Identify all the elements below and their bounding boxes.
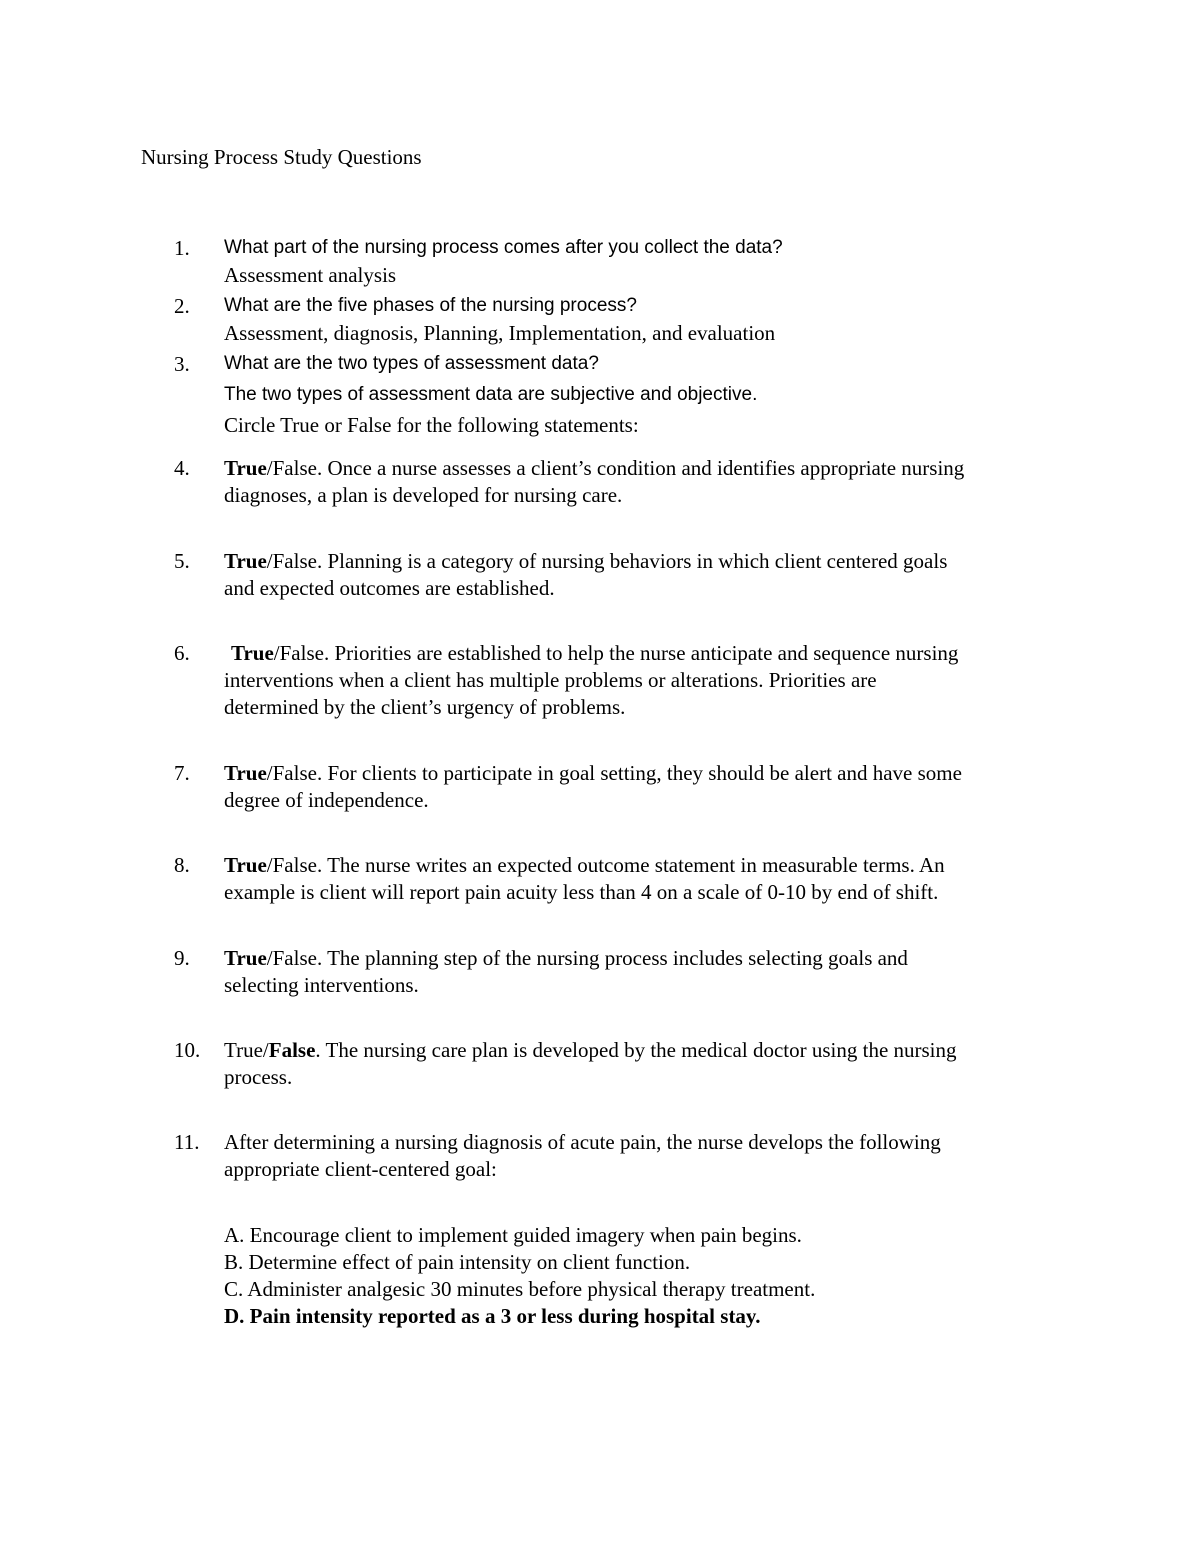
question-text: What part of the nursing process comes after you collect the data? — [224, 237, 783, 258]
statement-line — [224, 1037, 957, 1063]
question-number: 4. — [174, 456, 190, 480]
false-answer: False — [268, 1038, 316, 1062]
statement-line — [231, 640, 958, 666]
question-text: What are the five phases of the nursing process? — [224, 295, 637, 316]
statement-line: degree of independence. — [224, 788, 429, 812]
answer-text: Assessment, diagnosis, Planning, Implementation, and evaluation — [224, 321, 776, 345]
question-number: 11. — [174, 1130, 200, 1154]
question-number: 10. — [174, 1038, 201, 1062]
question-text: appropriate client-centered goal: — [224, 1157, 497, 1181]
question-text: After determining a nursing diagnosis of acute pain, the nurse develops the following — [224, 1130, 941, 1154]
question-number: 6. — [174, 641, 190, 665]
answer-text: The two types of assessment data are subjective and objective. — [224, 384, 758, 405]
false-option: False — [272, 761, 317, 785]
statement-line: interventions when a client has multiple problems or alterations. Priorities are — [224, 668, 877, 692]
tf-slash: / — [273, 641, 280, 665]
question-number: 5. — [174, 549, 190, 573]
instruction-text: Circle True or False for the following statements: — [224, 413, 639, 437]
statement-text: . The planning step of the nursing process includes selecting goals and — [316, 946, 908, 970]
question-number: 1. — [174, 236, 190, 260]
question-number: 7. — [174, 761, 190, 785]
true-answer: True — [224, 853, 267, 877]
tf-slash: / — [266, 946, 273, 970]
true-option: True — [224, 1038, 263, 1062]
true-answer: True — [224, 456, 267, 480]
true-answer: True — [224, 946, 267, 970]
statement-line — [224, 945, 908, 971]
true-answer: True — [224, 549, 267, 573]
statement-text: . For clients to participate in goal setting, they should be alert and have some — [316, 761, 962, 785]
statement-line: diagnoses, a plan is developed for nursing care. — [224, 483, 623, 507]
statement-line — [224, 760, 962, 786]
statement-line — [224, 852, 945, 878]
question-text: What are the two types of assessment data? — [224, 353, 599, 374]
tf-slash: / — [266, 853, 273, 877]
option-d-correct: D. Pain intensity reported as a 3 or less during hospital stay. — [224, 1304, 761, 1328]
statement-line: determined by the client’s urgency of problems. — [224, 695, 626, 719]
tf-slash: / — [266, 456, 273, 480]
statement-line: process. — [224, 1065, 293, 1089]
statement-text: . Once a nurse assesses a client’s condition and identifies appropriate nursing — [316, 456, 965, 480]
false-option: False — [272, 549, 317, 573]
true-answer: True — [231, 641, 274, 665]
statement-text: . Priorities are established to help the nurse anticipate and sequence nursing — [323, 641, 959, 665]
question-number: 9. — [174, 946, 190, 970]
question-number: 8. — [174, 853, 190, 877]
false-option: False — [272, 853, 317, 877]
false-option: False — [272, 456, 317, 480]
statement-line — [224, 548, 947, 574]
option-c: C. Administer analgesic 30 minutes before physical therapy treatment. — [224, 1277, 816, 1301]
statement-line: selecting interventions. — [224, 973, 419, 997]
statement-line: example is client will report pain acuity less than 4 on a scale of 0-10 by end of shift. — [224, 880, 939, 904]
answer-text: Assessment analysis — [224, 263, 397, 287]
statement-text: . Planning is a category of nursing behaviors in which client centered goals — [316, 549, 948, 573]
statement-text: . The nursing care plan is developed by the medical doctor using the nursing — [315, 1038, 957, 1062]
document-title: Nursing Process Study Questions — [141, 145, 422, 169]
question-number: 3. — [174, 352, 190, 376]
statement-text: . The nurse writes an expected outcome statement in measurable terms. An — [316, 853, 945, 877]
option-b: B. Determine effect of pain intensity on client function. — [224, 1250, 691, 1274]
option-a: A. Encourage client to implement guided imagery when pain begins. — [224, 1223, 802, 1247]
tf-slash: / — [266, 761, 273, 785]
tf-slash: / — [262, 1038, 269, 1062]
statement-line: and expected outcomes are established. — [224, 576, 555, 600]
true-answer: True — [224, 761, 267, 785]
false-option: False — [272, 946, 317, 970]
statement-line — [224, 455, 964, 481]
false-option: False — [279, 641, 324, 665]
question-number: 2. — [174, 294, 190, 318]
tf-slash: / — [266, 549, 273, 573]
